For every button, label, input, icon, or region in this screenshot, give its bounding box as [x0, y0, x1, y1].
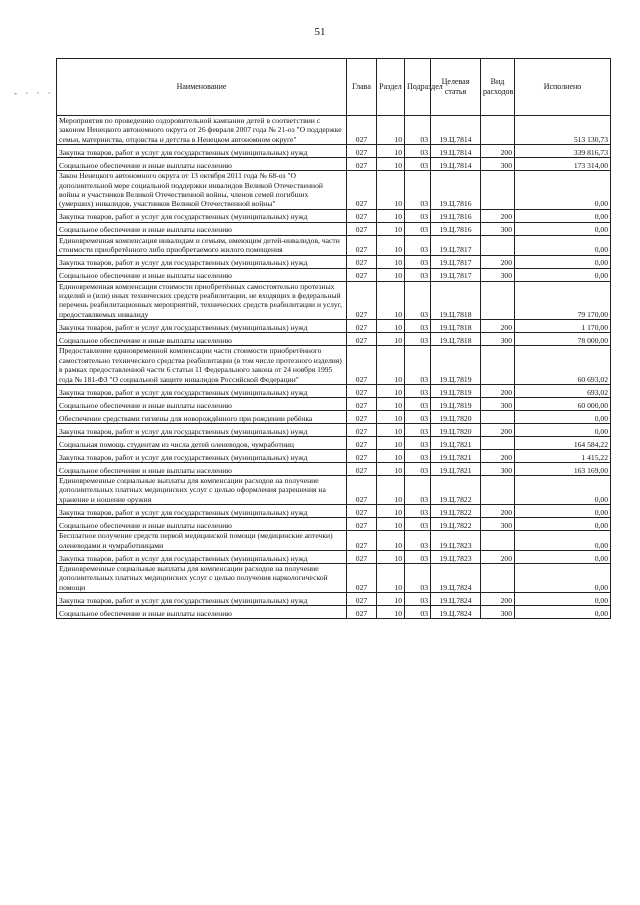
article-cell: 19.Ц.7823 [431, 550, 481, 563]
name-cell: Единовременные социальные выплаты для компенсации расходов на получение дополнительных платных медицинских услуг с целью получения наркологической помощи [57, 563, 347, 592]
expense-type-cell: 300 [481, 268, 515, 281]
margin-mark: - · · · [14, 88, 54, 98]
expense-type-cell: 300 [481, 158, 515, 171]
table-row [57, 158, 611, 171]
section-cell: 10 [377, 410, 405, 423]
table-row [57, 475, 611, 504]
chapter-cell: 027 [347, 281, 377, 320]
name-cell: Закупка товаров, работ и услуг для государственных (муниципальных) нужд [57, 320, 347, 333]
article-cell: 19.Ц.7818 [431, 333, 481, 346]
name-cell: Мероприятия по проведению оздоровительной кампании детей в соответствии с законом Ненецкого автономного округа от 26 февраля 2007 года № 21-оз "О поддержке семьи, материнства, отцовства и детства в Ненецком автономном округе" [57, 116, 347, 145]
article-cell: 19.Ц.7819 [431, 346, 481, 385]
subsection-cell: 03 [405, 171, 431, 210]
article-cell: 19.Ц.7817 [431, 235, 481, 255]
article-cell: 19.Ц.7819 [431, 384, 481, 397]
table-row [57, 410, 611, 423]
expense-type-cell [481, 410, 515, 423]
chapter-cell: 027 [347, 320, 377, 333]
article-cell: 19.Ц.7821 [431, 436, 481, 449]
expense-type-cell [481, 346, 515, 385]
name-cell: Закупка товаров, работ и услуг для государственных (муниципальных) нужд [57, 505, 347, 518]
amount-cell: 0,00 [515, 222, 611, 235]
table-row [57, 449, 611, 462]
expense-type-cell: 300 [481, 222, 515, 235]
table-row [57, 531, 611, 551]
table-row [57, 145, 611, 158]
name-cell: Социальное обеспечение и иные выплаты населению [57, 333, 347, 346]
expense-type-cell [481, 116, 515, 145]
subsection-cell: 03 [405, 255, 431, 268]
chapter-cell: 027 [347, 116, 377, 145]
expense-type-cell: 300 [481, 518, 515, 531]
subsection-cell: 03 [405, 222, 431, 235]
table-row [57, 268, 611, 281]
subsection-cell: 03 [405, 333, 431, 346]
subsection-cell: 03 [405, 384, 431, 397]
expense-type-cell: 200 [481, 255, 515, 268]
article-cell: 19.Ц.7821 [431, 462, 481, 475]
section-cell: 10 [377, 593, 405, 606]
subsection-cell: 03 [405, 410, 431, 423]
amount-cell: 60 000,00 [515, 397, 611, 410]
article-cell: 19.Ц.7822 [431, 518, 481, 531]
name-cell: Закупка товаров, работ и услуг для государственных (муниципальных) нужд [57, 384, 347, 397]
expense-type-cell [481, 281, 515, 320]
name-cell: Закупка товаров, работ и услуг для государственных (муниципальных) нужд [57, 449, 347, 462]
article-cell: 19.Ц.7817 [431, 255, 481, 268]
table-row [57, 384, 611, 397]
name-cell: Бесплатное получение средств первой медицинской помощи (медицинские аптечки) оленеводами и чумработницами [57, 531, 347, 551]
article-cell: 19.Ц.7824 [431, 563, 481, 592]
chapter-cell: 027 [347, 423, 377, 436]
name-cell: Закон Ненецкого автономного округа от 13 октября 2011 года № 68-оз "О дополнительной мере социальной поддержки инвалидов Великой Отечественной войны и участников Великой Отечественной войны, членов семей погибших (умерших) инвалидов, участников Великой Отечественной войны" [57, 171, 347, 210]
amount-cell: 0,00 [515, 423, 611, 436]
article-cell: 19.Ц.7816 [431, 222, 481, 235]
table-body [57, 116, 611, 619]
section-cell: 10 [377, 505, 405, 518]
section-cell: 10 [377, 518, 405, 531]
expense-type-cell: 200 [481, 209, 515, 222]
article-cell: 19.Ц.7814 [431, 158, 481, 171]
amount-cell: 0,00 [515, 550, 611, 563]
subsection-cell: 03 [405, 531, 431, 551]
chapter-cell: 027 [347, 397, 377, 410]
article-cell: 19.Ц.7823 [431, 531, 481, 551]
table-row [57, 550, 611, 563]
article-cell: 19.Ц.7818 [431, 281, 481, 320]
chapter-cell: 027 [347, 593, 377, 606]
name-cell: Социальное обеспечение и иные выплаты населению [57, 462, 347, 475]
table-row [57, 593, 611, 606]
amount-cell: 0,00 [515, 606, 611, 619]
subsection-cell: 03 [405, 158, 431, 171]
subsection-cell: 03 [405, 281, 431, 320]
article-cell: 19.Ц.7824 [431, 593, 481, 606]
article-cell: 19.Ц.7820 [431, 410, 481, 423]
subsection-cell: 03 [405, 346, 431, 385]
chapter-cell: 027 [347, 531, 377, 551]
section-cell: 10 [377, 423, 405, 436]
amount-cell: 0,00 [515, 235, 611, 255]
name-cell: Закупка товаров, работ и услуг для государственных (муниципальных) нужд [57, 145, 347, 158]
chapter-cell: 027 [347, 606, 377, 619]
amount-cell: 0,00 [515, 255, 611, 268]
amount-cell: 0,00 [515, 563, 611, 592]
article-cell: 19.Ц.7818 [431, 320, 481, 333]
table-row [57, 222, 611, 235]
expense-type-cell: 200 [481, 320, 515, 333]
subsection-cell: 03 [405, 436, 431, 449]
article-cell: 19.Ц.7822 [431, 505, 481, 518]
expense-type-cell [481, 171, 515, 210]
table-row [57, 346, 611, 385]
expense-type-cell: 200 [481, 550, 515, 563]
amount-cell: 0,00 [515, 209, 611, 222]
table-row [57, 320, 611, 333]
amount-cell: 163 169,00 [515, 462, 611, 475]
section-cell: 10 [377, 475, 405, 504]
subsection-cell: 03 [405, 475, 431, 504]
section-cell: 10 [377, 268, 405, 281]
section-cell: 10 [377, 606, 405, 619]
chapter-cell: 027 [347, 222, 377, 235]
section-cell: 10 [377, 320, 405, 333]
subsection-cell: 03 [405, 235, 431, 255]
article-cell: 19.Ц.7816 [431, 209, 481, 222]
section-cell: 10 [377, 397, 405, 410]
header-name: Наименование [57, 59, 347, 116]
page-number: 51 [314, 26, 326, 38]
section-cell: 10 [377, 436, 405, 449]
table-row [57, 505, 611, 518]
chapter-cell: 027 [347, 384, 377, 397]
chapter-cell: 027 [347, 505, 377, 518]
chapter-cell: 027 [347, 255, 377, 268]
amount-cell: 0,00 [515, 268, 611, 281]
subsection-cell: 03 [405, 397, 431, 410]
name-cell: Единовременные социальные выплаты для компенсации расходов на получение дополнительных платных медицинских услуг с целью оформления разрешения на хранение и ношение оружия [57, 475, 347, 504]
table-row [57, 462, 611, 475]
chapter-cell: 027 [347, 550, 377, 563]
subsection-cell: 03 [405, 145, 431, 158]
subsection-cell: 03 [405, 209, 431, 222]
name-cell: Социальное обеспечение и иные выплаты населению [57, 268, 347, 281]
subsection-cell: 03 [405, 116, 431, 145]
name-cell: Единовременная компенсация стоимости приобретённых самостоятельно протезных изделий и (или) иных технических средств реабилитации, не входящих в федеральный перечень реабилитационных мероприятий, технических средств реабилитации и услуг, предоставляемых инвалиду [57, 281, 347, 320]
header-section: Раздел [377, 59, 405, 116]
header-executed: Исполнено [515, 59, 611, 116]
header-expense-type: Вид расходов [481, 59, 515, 116]
chapter-cell: 027 [347, 410, 377, 423]
article-cell: 19.Ц.7819 [431, 397, 481, 410]
section-cell: 10 [377, 449, 405, 462]
table-header-row [57, 59, 611, 116]
name-cell: Обеспечение средствами гигиены для новорождённого при рождении ребёнка [57, 410, 347, 423]
chapter-cell: 027 [347, 436, 377, 449]
chapter-cell: 027 [347, 145, 377, 158]
subsection-cell: 03 [405, 550, 431, 563]
table-row [57, 397, 611, 410]
expense-type-cell [481, 475, 515, 504]
amount-cell: 513 130,73 [515, 116, 611, 145]
subsection-cell: 03 [405, 518, 431, 531]
table-row [57, 171, 611, 210]
expense-type-cell [481, 531, 515, 551]
subsection-cell: 03 [405, 462, 431, 475]
article-cell: 19.Ц.7814 [431, 145, 481, 158]
chapter-cell: 027 [347, 171, 377, 210]
article-cell: 19.Ц.7824 [431, 606, 481, 619]
amount-cell: 164 584,22 [515, 436, 611, 449]
name-cell: Социальная помощь студентам из числа детей оленеводов, чумработниц [57, 436, 347, 449]
expense-type-cell: 300 [481, 606, 515, 619]
expense-type-cell [481, 235, 515, 255]
name-cell: Социальное обеспечение и иные выплаты населению [57, 222, 347, 235]
table-row [57, 209, 611, 222]
section-cell: 10 [377, 281, 405, 320]
name-cell: Социальное обеспечение и иные выплаты населению [57, 606, 347, 619]
section-cell: 10 [377, 235, 405, 255]
table-row [57, 235, 611, 255]
subsection-cell: 03 [405, 606, 431, 619]
expense-type-cell: 200 [481, 423, 515, 436]
table-row [57, 606, 611, 619]
expense-type-cell [481, 563, 515, 592]
section-cell: 10 [377, 222, 405, 235]
subsection-cell: 03 [405, 423, 431, 436]
table-row [57, 255, 611, 268]
amount-cell: 79 170,00 [515, 281, 611, 320]
amount-cell: 0,00 [515, 505, 611, 518]
amount-cell: 60 693,02 [515, 346, 611, 385]
name-cell: Предоставление единовременной компенсации части стоимости приобретённого самостоятельно технического средства реабилитации (в том числе протезного изделия) в рамках предоставленной части 6 статьи 11 Федерального закона от 24 ноября 1995 года № 181-ФЗ "О социальной защите инвалидов Российской Федерации" [57, 346, 347, 385]
expense-type-cell: 300 [481, 462, 515, 475]
expense-type-cell: 300 [481, 397, 515, 410]
section-cell: 10 [377, 550, 405, 563]
chapter-cell: 027 [347, 563, 377, 592]
subsection-cell: 03 [405, 563, 431, 592]
amount-cell: 0,00 [515, 475, 611, 504]
section-cell: 10 [377, 462, 405, 475]
amount-cell: 0,00 [515, 410, 611, 423]
subsection-cell: 03 [405, 449, 431, 462]
chapter-cell: 027 [347, 158, 377, 171]
expense-type-cell: 200 [481, 505, 515, 518]
expense-type-cell: 200 [481, 145, 515, 158]
chapter-cell: 027 [347, 268, 377, 281]
article-cell: 19.Ц.7817 [431, 268, 481, 281]
header-target-article: Целевая статья [431, 59, 481, 116]
article-cell: 19.Ц.7816 [431, 171, 481, 210]
amount-cell: 0,00 [515, 593, 611, 606]
subsection-cell: 03 [405, 505, 431, 518]
expense-type-cell: 200 [481, 449, 515, 462]
table-row [57, 563, 611, 592]
chapter-cell: 027 [347, 235, 377, 255]
table-row [57, 518, 611, 531]
subsection-cell: 03 [405, 268, 431, 281]
chapter-cell: 027 [347, 333, 377, 346]
name-cell: Социальное обеспечение и иные выплаты населению [57, 397, 347, 410]
chapter-cell: 027 [347, 518, 377, 531]
chapter-cell: 027 [347, 449, 377, 462]
section-cell: 10 [377, 158, 405, 171]
expense-type-cell: 300 [481, 333, 515, 346]
subsection-cell: 03 [405, 593, 431, 606]
name-cell: Социальное обеспечение и иные выплаты населению [57, 158, 347, 171]
name-cell: Закупка товаров, работ и услуг для государственных (муниципальных) нужд [57, 550, 347, 563]
name-cell: Закупка товаров, работ и услуг для государственных (муниципальных) нужд [57, 593, 347, 606]
section-cell: 10 [377, 255, 405, 268]
section-cell: 10 [377, 116, 405, 145]
header-chapter: Глава [347, 59, 377, 116]
section-cell: 10 [377, 145, 405, 158]
table-row [57, 436, 611, 449]
section-cell: 10 [377, 531, 405, 551]
section-cell: 10 [377, 384, 405, 397]
section-cell: 10 [377, 563, 405, 592]
amount-cell: 0,00 [515, 171, 611, 210]
chapter-cell: 027 [347, 346, 377, 385]
chapter-cell: 027 [347, 475, 377, 504]
amount-cell: 339 816,73 [515, 145, 611, 158]
section-cell: 10 [377, 346, 405, 385]
article-cell: 19.Ц.7820 [431, 423, 481, 436]
table-row [57, 333, 611, 346]
section-cell: 10 [377, 333, 405, 346]
amount-cell: 78 000,00 [515, 333, 611, 346]
name-cell: Закупка товаров, работ и услуг для государственных (муниципальных) нужд [57, 209, 347, 222]
table-row [57, 423, 611, 436]
expense-type-cell [481, 436, 515, 449]
chapter-cell: 027 [347, 462, 377, 475]
amount-cell: 0,00 [515, 518, 611, 531]
amount-cell: 1 170,00 [515, 320, 611, 333]
amount-cell: 0,00 [515, 531, 611, 551]
section-cell: 10 [377, 209, 405, 222]
article-cell: 19.Ц.7821 [431, 449, 481, 462]
header-subsection: Подраздел [405, 59, 431, 116]
section-cell: 10 [377, 171, 405, 210]
amount-cell: 693,02 [515, 384, 611, 397]
article-cell: 19.Ц.7822 [431, 475, 481, 504]
table-row [57, 116, 611, 145]
amount-cell: 1 415,22 [515, 449, 611, 462]
table-row [57, 281, 611, 320]
subsection-cell: 03 [405, 320, 431, 333]
expense-type-cell: 200 [481, 593, 515, 606]
amount-cell: 173 314,00 [515, 158, 611, 171]
name-cell: Единовременная компенсация инвалидам и семьям, имеющим детей-инвалидов, части стоимости приобретённого либо приобретаемого жилого помещения [57, 235, 347, 255]
budget-table [56, 58, 611, 619]
name-cell: Закупка товаров, работ и услуг для государственных (муниципальных) нужд [57, 423, 347, 436]
name-cell: Закупка товаров, работ и услуг для государственных (муниципальных) нужд [57, 255, 347, 268]
article-cell: 19.Ц.7814 [431, 116, 481, 145]
expense-type-cell: 200 [481, 384, 515, 397]
name-cell: Социальное обеспечение и иные выплаты населению [57, 518, 347, 531]
chapter-cell: 027 [347, 209, 377, 222]
